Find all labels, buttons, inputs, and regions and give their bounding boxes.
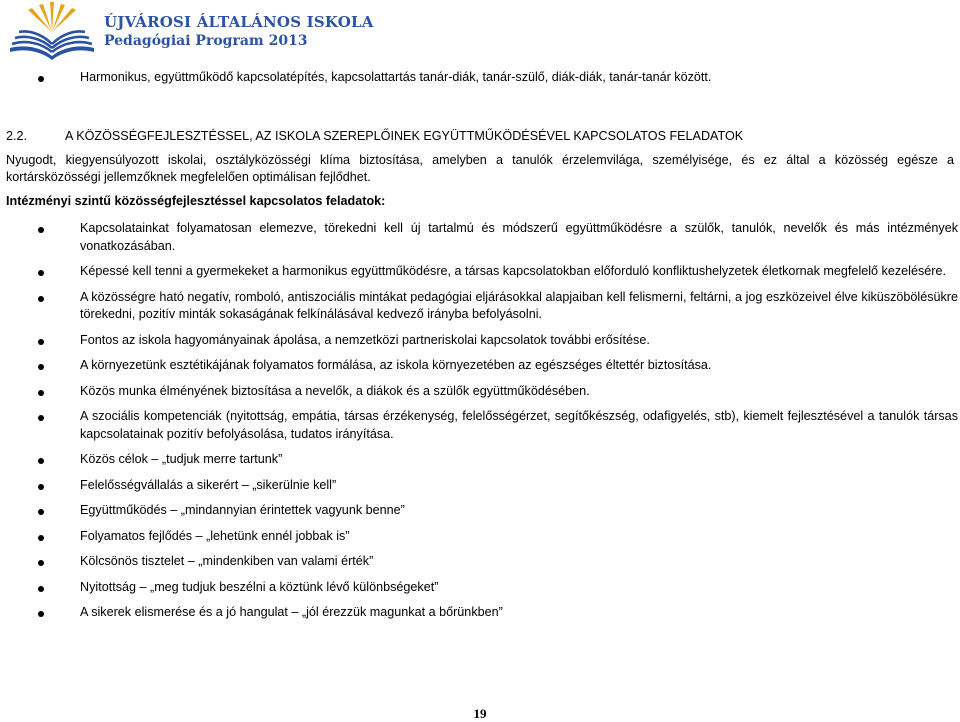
bullet-dot-icon: [38, 560, 44, 566]
task-list: [0, 220, 960, 622]
list-item: [0, 383, 960, 401]
list-item: [0, 357, 960, 375]
list-item: [0, 502, 960, 520]
bullet-dot-icon: [38, 270, 44, 276]
page-content: [0, 66, 960, 630]
list-item-text: Harmonikus, együttműködő kapcsolatépítés, kapcsolattartás tanár-diák, tanár-szülő, diák-diák, tanár-tanár között.: [80, 70, 712, 84]
list-item: [0, 553, 960, 571]
list-item-text: Felelősségvállalás a sikerért – „sikerülnie kell”: [80, 477, 337, 492]
list-item: [0, 477, 960, 495]
school-name: ÚJVÁROSI ÁLTALÁNOS ISKOLA: [104, 13, 374, 31]
section-subheading: Intézményi szintű közösségfejlesztéssel kapcsolatos feladatok:: [6, 193, 386, 208]
list-item: [0, 289, 960, 324]
list-item-text: Közös munka élményének biztosítása a nevelők, a diákok és a szülők együttműködésében.: [80, 383, 590, 398]
list-item-text: A sikerek elismerése és a jó hangulat – „jól érezzük magunkat a bőrünkben”: [80, 605, 503, 619]
bullet-dot-icon: [38, 296, 44, 302]
bullet-dot-icon: [38, 586, 44, 592]
list-item: [0, 579, 960, 597]
list-item-text: Kölcsönös tisztelet – „mindenkiben van valami érték”: [80, 554, 374, 568]
list-item: [0, 220, 960, 255]
bullet-dot-icon: [38, 415, 44, 421]
section-number: 2.2.: [6, 128, 28, 143]
list-item-text: A környezetünk esztétikájának folyamatos formálása, az iskola környezetében az egészséges éltettér biztosítása.: [80, 358, 712, 372]
section-title: A KÖZÖSSÉGFEJLESZTÉSSEL, AZ ISKOLA SZEREPLŐINEK EGYÜTTMŰKÖDÉSÉVEL KAPCSOLATOS FELADATOK: [65, 128, 744, 143]
list-item-text: Nyitottság – „meg tudjuk beszélni a köztünk lévő különbségeket”: [80, 579, 439, 594]
bullet-dot-icon: [38, 611, 44, 617]
section-heading: [6, 129, 960, 143]
list-item-text: Együttműködés – „mindannyian érintettek vagyunk benne”: [80, 503, 405, 517]
page-number: 19: [473, 706, 487, 721]
bullet-dot-icon: [38, 484, 44, 490]
bullet-dot-icon: [38, 535, 44, 541]
list-item: [0, 332, 960, 350]
bullet-dot-icon: [38, 458, 44, 464]
list-item-text: Kapcsolatainkat folyamatosan elemezve, törekedni kell új tartalmú és módszerű együttműködésre a szülők, tanulók, nevelők és más intézmények vonatkozásában.: [80, 221, 958, 253]
list-item-text: Képessé kell tenni a gyermekeket a harmonikus együttműködésre, a társas kapcsolatokban előforduló konfliktushelyzetek életkornak megfelelő kezelésére.: [80, 264, 946, 278]
list-item-text: A közösségre ható negatív, romboló, antiszociális mintákat pedagógiai eljárásokkal alapjaiban kell felismerni, feltárni, a jog eszközeivel élve kiküszöbölésükre törekedni, pozitív minták sokaságának felkínálásával kedvező irányba befolyásolni.: [80, 289, 958, 321]
open-book-logo-icon: [6, 2, 98, 60]
list-item: [0, 604, 960, 622]
list-item: [0, 528, 960, 546]
list-item-text: Közös célok – „tudjuk merre tartunk”: [80, 452, 283, 466]
bullet-dot-icon: [38, 390, 44, 396]
bullet-dot-icon: [38, 227, 44, 233]
list-item-text: A szociális kompetenciák (nyitottság, empátia, társas érzékenység, felelősségérzet, segítőkészség, odafigyelés, stb), kiemelt fejlesztésével a tanulók társas kapcsolatainak pozitív befolyásolása, tudatos irányítása.: [80, 409, 958, 441]
list-item: [0, 451, 960, 469]
list-item: [0, 69, 960, 87]
page-header: [0, 0, 960, 60]
bullet-dot-icon: [38, 76, 44, 82]
header-text: [104, 12, 374, 50]
bullet-dot-icon: [38, 509, 44, 515]
bullet-dot-icon: [38, 339, 44, 345]
list-item-text: Fontos az iskola hagyományainak ápolása, a nemzetközi partneriskolai kapcsolatok további erősítése.: [80, 332, 650, 347]
top-bullet-list: [0, 69, 960, 87]
list-item-text: Folyamatos fejlődés – „lehetünk ennél jobbak is”: [80, 528, 350, 543]
list-item: [0, 263, 960, 281]
program-name: Pedagógiai Program 2013: [104, 33, 308, 49]
list-item: [0, 408, 960, 443]
bullet-dot-icon: [38, 364, 44, 370]
section-intro: Nyugodt, kiegyensúlyozott iskolai, osztályközösségi klíma biztosítása, amelyben a tanulók érzelemvilága, személyisége, és ez által a közösség egésze a kortársközösségi jellemzőknek megfelelően optimálisan fejlődhet.: [6, 152, 954, 184]
